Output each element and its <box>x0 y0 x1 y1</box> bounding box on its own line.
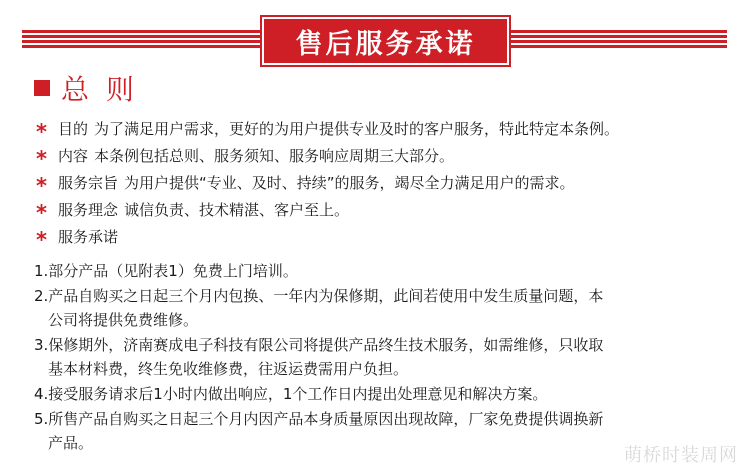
banner-stripes-left <box>22 30 262 49</box>
bullet-label: 服务理念 <box>58 201 119 219</box>
commitment-item <box>34 382 724 406</box>
bullet-text: 本条例包括总则、服务须知、服务响应周期三大部分。 <box>94 147 455 165</box>
asterisk-icon: * <box>36 174 47 198</box>
section-heading-text: 总 则 <box>61 73 138 106</box>
commitment-line: 2.产品自购买之日起三个月内包换、一年内为保修期，此间若使用中发生质量问题，本 <box>34 287 604 305</box>
commitment-item <box>34 284 724 332</box>
commitment-item <box>34 333 724 381</box>
bullet-text: 为用户提供“专业、及时、持续”的服务，竭尽全力满足用户的需求。 <box>124 174 575 192</box>
list-item <box>36 144 736 170</box>
section-heading <box>34 70 138 106</box>
watermark: 萌桥时装周网 <box>624 445 738 466</box>
page-title: 售后服务承诺 <box>295 28 476 60</box>
commitment-line: 3.保修期外，济南赛成电子科技有限公司将提供产品终生技术服务，如需维修，只收取 <box>34 336 604 354</box>
asterisk-icon: * <box>36 120 47 144</box>
list-item <box>36 117 736 143</box>
commitment-line: 5.所售产品自购买之日起三个月内因产品本身质量原因出现故障，厂家免费提供调换新 <box>34 410 604 428</box>
asterisk-icon: * <box>36 201 47 225</box>
bullet-label: 内容 <box>58 147 89 165</box>
commitment-list <box>34 259 724 456</box>
bullet-list <box>36 117 736 251</box>
bullet-label: 目的 <box>58 120 89 138</box>
list-item <box>36 225 736 251</box>
commitment-continuation: 公司将提供免费维修。 <box>48 311 199 329</box>
bullet-label: 服务承诺 <box>58 228 119 246</box>
list-item <box>36 198 736 224</box>
asterisk-icon: * <box>36 147 47 171</box>
asterisk-icon: * <box>36 228 47 252</box>
commitment-continuation: 基本材料费，终生免收维修费，往返运费需用户负担。 <box>48 360 409 378</box>
commitment-line: 4.接受服务请求后1小时内做出响应，1个工作日内提出处理意见和解决方案。 <box>34 385 548 403</box>
bullet-text: 为了满足用户需求，更好的为用户提供专业及时的客户服务，特此特定本条例。 <box>94 120 620 138</box>
commitment-line: 1.部分产品（见附表1）免费上门培训。 <box>34 262 298 280</box>
commitment-item <box>34 407 724 455</box>
square-icon <box>34 80 50 96</box>
commitment-continuation: 产品。 <box>48 434 94 452</box>
commitment-item <box>34 259 724 283</box>
banner-stripes-right <box>509 30 727 49</box>
title-banner <box>0 17 750 67</box>
list-item <box>36 171 736 197</box>
banner-box <box>262 17 509 65</box>
bullet-text: 诚信负责、技术精湛、客户至上。 <box>124 201 350 219</box>
bullet-label: 服务宗旨 <box>58 174 119 192</box>
